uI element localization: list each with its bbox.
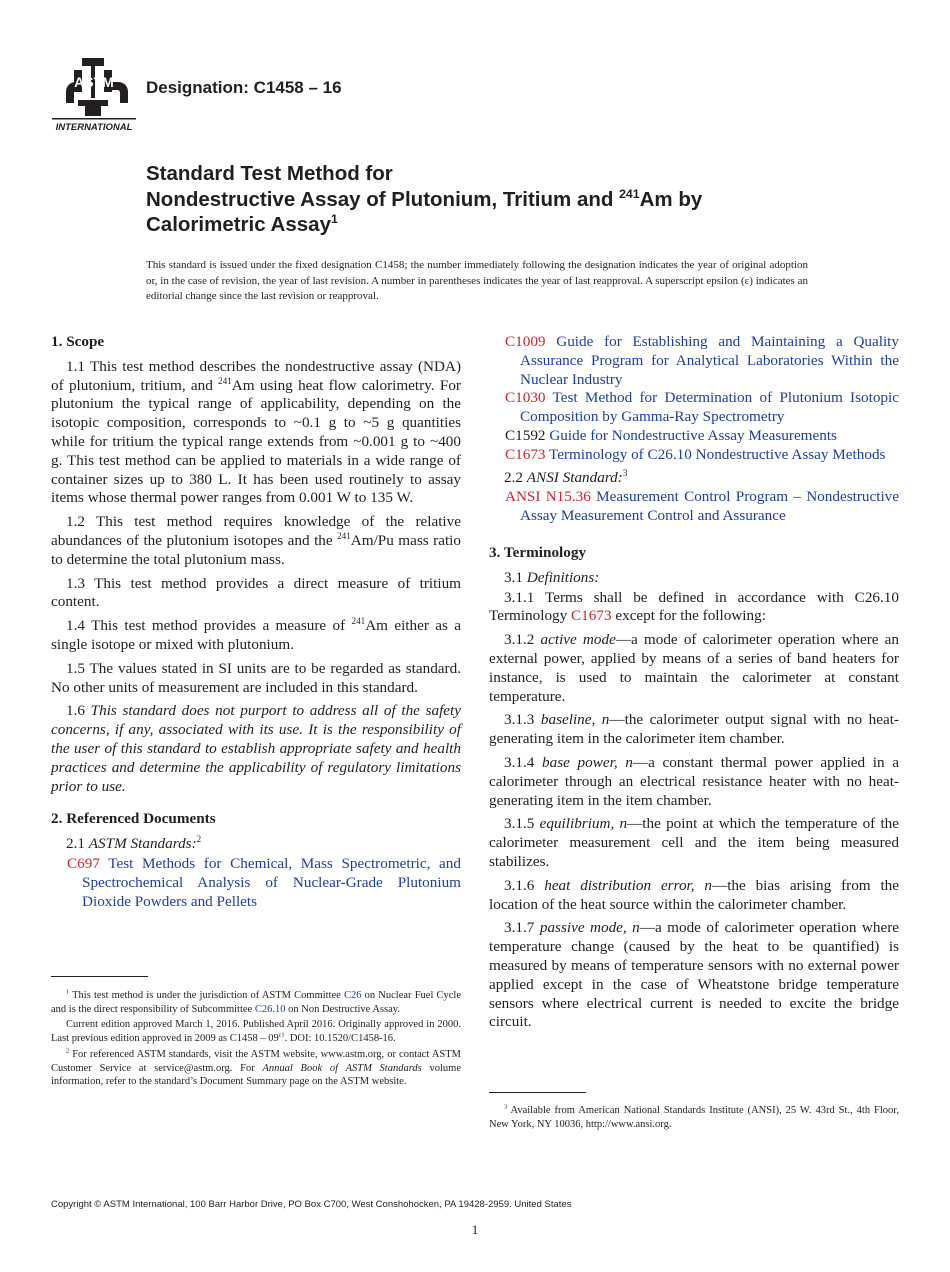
safety-caveat: This standard does not purport to address all of the safety concerns, if any, associated with its use. It is the responsibility of the user of this standard to establish appropriate safety and health practices and determine the applicability of regulatory limitations prior to use.: [51, 702, 462, 795]
ref-code: C1592: [505, 426, 546, 444]
footnote-3: [489, 1104, 899, 1131]
committee-link[interactable]: C26: [343, 990, 362, 1001]
subsection-number: 2.1: [66, 835, 89, 853]
logo-subtext: INTERNATIONAL: [55, 122, 133, 133]
paragraph-text: Am using heat flow calorimetry. For plutonium the typical range of applicability, depending on the isotopic composition, corresponds to ~0.1 g to ~5 g quantities while for tritium the typical range extends from ~0.001 g to ~400 g. This test method can be applied to materials in a wide range of container sizes up to 380 L. It has been used routinely to assay items whose thermal power ranges from 0.001 W to 135 W.: [51, 376, 461, 507]
defined-term: heat distribution error, n: [544, 876, 712, 894]
title-footnote-ref: 1: [330, 212, 338, 227]
reference-c697: [51, 855, 461, 911]
definition-3-1-3: [489, 711, 899, 749]
ref-code-link[interactable]: C1009: [505, 333, 546, 350]
subsection-label: ANSI Standard:: [526, 468, 623, 486]
issue-note: This standard is issued under the fixed designation C1458; the number immediately following the designation indicates the year of original adoption or, in the case of revision, the year of last revision. A number in parentheses indicates the year of last reapproval. A superscript epsilon (ε) indicates an editorial change since the last revision or reapproval.: [146, 259, 808, 302]
definition-text: —the point at which the temperature of the calorimeter measurement cell and the item being measured stabilizes.: [489, 815, 900, 870]
footnote-italic: Annual Book of ASTM Standards: [262, 1062, 422, 1074]
footnote-text: on Nuclear Fuel Cycle and is the direct responsibility of Subcommittee: [51, 990, 462, 1015]
definition-3-1-1: [489, 589, 899, 627]
definition-3-1-7: [489, 919, 899, 1032]
paragraph-1-5: 1.5 The values stated in SI units are to be regarded as standard. No other units of measurement are included in this standard.: [51, 659, 461, 696]
footnote-ref: 2: [196, 834, 202, 845]
footnote-text: Current edition approved March 1, 2016. Published April 2016. Originally approved in 2000. Last previous edition approved in 2009 as C1458 – 09: [51, 1019, 461, 1045]
ref-code-link[interactable]: ANSI N15.36: [505, 488, 591, 506]
footnote-divider: [51, 976, 148, 977]
subsection-number: 2.2: [504, 468, 527, 486]
title-line-2-text-b: Am by: [639, 187, 703, 211]
footnote-1-edition: [51, 1018, 461, 1045]
subsection-label: Definitions:: [526, 568, 600, 586]
paragraph-1-6: [51, 702, 461, 796]
ref-code-link[interactable]: C1673: [571, 607, 612, 625]
paragraph-text: 3.1.1 Terms shall be defined in accordance with C26.10 Terminology: [489, 588, 899, 625]
paragraph-1-2: [51, 513, 461, 569]
astm-logo: [52, 56, 136, 134]
definition-3-1-4: [489, 754, 899, 810]
ref-title-link[interactable]: Guide for Establishing and Maintaining a Quality Assurance Program for Analytical Laboratories Within the Nuclear Industry: [520, 333, 899, 388]
section-heading-scope: 1. Scope: [51, 333, 105, 350]
definition-text: —the calorimeter output signal with no heat-generating item in the calorimeter item chamber.: [489, 711, 899, 748]
footnote-text: . DOI: 10.1520/C1458-16.: [284, 1033, 396, 1045]
footnote-marker: 1: [66, 988, 70, 996]
footnote-text: For referenced ASTM standards, visit the ASTM website, www.astm.org, or contact ASTM Customer Service at service@astm.org. For: [51, 1048, 461, 1074]
paragraph-number: 3.1.2: [504, 631, 541, 649]
isotope-sup: 241: [218, 375, 232, 386]
paragraph-text: 1.1 This test method describes the nondestructive assay (NDA) of plutonium, tritium, and: [51, 357, 461, 394]
paragraph-1-1: [51, 358, 461, 508]
reference-c1592: [489, 427, 899, 446]
right-column: [489, 333, 899, 1037]
definition-text: —a mode of calorimeter operation where an external power, applied by means of a series of band heaters for instance, is used to maintain the calorimeter at constant temperature.: [489, 631, 900, 705]
title-line-2-sup: 241: [619, 186, 640, 201]
ref-title-link[interactable]: Guide for Nondestructive Assay Measurements: [549, 426, 837, 444]
ref-title-link[interactable]: Test Methods for Chemical, Mass Spectrometric, and Spectrochemical Analysis of Nuclear-Grade Plutonium Dioxide Powders and Pellets: [82, 854, 461, 910]
definition-3-1-2: [489, 631, 899, 706]
designation: Designation: C1458 – 16: [146, 78, 342, 97]
paragraph-number: 3.1.5: [504, 815, 540, 833]
reference-c1030: [489, 389, 899, 427]
isotope-sup: 241: [351, 616, 366, 627]
ref-title-link[interactable]: Measurement Control Program – Nondestructive Assay Measurement Control and Assurance: [520, 488, 899, 525]
section-heading-terminology: 3. Terminology: [489, 543, 587, 561]
footnote-text: This test method is under the jurisdiction of ASTM Committee: [69, 990, 344, 1001]
paragraph-number: 3.1.4: [504, 753, 543, 771]
subsection-astm-standards: [51, 835, 461, 854]
reference-c1009: [489, 333, 899, 389]
paragraph-text: 1.4 This test method provides a measure of: [66, 617, 352, 635]
defined-term: passive mode, n: [539, 919, 640, 937]
footnote-marker: 2: [66, 1047, 70, 1055]
defined-term: base power, n: [542, 753, 633, 771]
footnote-text: on Non Destructive Assay.: [285, 1003, 400, 1015]
logo-text: ASTM: [74, 74, 114, 90]
paragraph-text: except for the following:: [611, 607, 766, 625]
defined-term: equilibrium, n: [539, 815, 628, 833]
reference-ansi-n15-36: [489, 488, 899, 526]
copyright-notice: Copyright © ASTM International, 100 Barr Harbor Drive, PO Box C700, West Conshohocken, PA 19428-2959. United States: [51, 1199, 572, 1210]
definition-3-1-5: [489, 815, 899, 871]
subsection-ansi-standard: [489, 469, 899, 488]
subsection-label: ASTM Standards:: [88, 835, 197, 853]
subsection-number: 3.1: [504, 568, 527, 586]
ref-code-link[interactable]: C1673: [505, 445, 546, 463]
ref-code-link[interactable]: C1030: [505, 389, 546, 407]
paragraph-number: 3.1.7: [504, 919, 540, 937]
paragraph-1-3: 1.3 This test method provides a direct measure of tritium content.: [51, 574, 461, 611]
footnote-text: Available from American National Standards Institute (ANSI), 25 W. 43rd St., 4th Floor, New York, NY 10036, http://www.ansi.org.: [489, 1105, 899, 1130]
defined-term: active mode: [540, 631, 616, 649]
subcommittee-link[interactable]: C26.10: [254, 1003, 286, 1015]
ref-title-link[interactable]: Terminology of C26.10 Nondestructive Assay Methods: [549, 445, 886, 463]
paragraph-number: 3.1.6: [504, 876, 545, 894]
title-line-3-text: Calorimetric Assay: [146, 213, 331, 236]
footnotes-left: [51, 989, 461, 1091]
ref-code-link[interactable]: C697: [67, 854, 100, 872]
left-column: [51, 333, 461, 911]
astm-logo-mark: [52, 56, 136, 134]
paragraph-text: 1.2 This test method requires knowledge of the relative abundances of the plutonium isotopes and the: [51, 513, 461, 549]
footnote-divider: [489, 1092, 586, 1093]
subsection-definitions: [489, 569, 899, 588]
page-number: 1: [471, 1222, 479, 1237]
definition-text: —a mode of calorimeter operation where temperature change (caused by the heat to be quantified) is measured by means of temperature sensors with no external power applied except in the case of Wheatstone bridge temperature sensors where electrical current is needed to excite the bridge circuit.: [489, 919, 900, 1031]
epsilon-sup: ε1: [278, 1031, 285, 1039]
reference-c1673: [489, 446, 899, 465]
footnote-text: volume information, refer to the standard’s Document Summary page on the ASTM website.: [51, 1062, 461, 1088]
paragraph-text: Am either as a single isotope or mixed with plutonium.: [51, 617, 462, 653]
paragraph-1-4: [51, 617, 461, 655]
title-line-1: Standard Test Method for: [146, 162, 393, 185]
paragraph-number: 3.1.3: [504, 711, 541, 729]
paragraph-text: Am/Pu mass ratio to determine the total plutonium mass.: [51, 531, 461, 568]
footnote-2: [51, 1048, 461, 1089]
footnote-marker: 3: [504, 1103, 508, 1111]
definition-3-1-6: [489, 877, 899, 915]
definition-text: —the bias arising from the location of the heat source within the calorimeter chamber.: [489, 876, 899, 913]
footnotes-right: [489, 1104, 899, 1133]
footnote-1: [51, 989, 461, 1016]
title-line-2-text: Nondestructive Assay of Plutonium, Tritium and: [146, 187, 620, 211]
section-heading-referenced-documents: 2. Referenced Documents: [51, 810, 216, 828]
title-line-3: [146, 212, 846, 238]
definition-text: —a constant thermal power applied in a calorimeter through an electrical resistance heater with no heat-generating item in the item chamber.: [489, 753, 900, 809]
title-line-2: [146, 187, 846, 213]
defined-term: baseline, n: [540, 711, 610, 729]
footnote-ref: 3: [622, 467, 628, 478]
isotope-sup: 241: [337, 530, 351, 541]
ref-title-link[interactable]: Test Method for Determination of Plutonium Isotopic Composition by Gamma-Ray Spectrometry: [520, 389, 899, 426]
document-title: [146, 161, 846, 238]
paragraph-number: 1.6: [66, 702, 91, 720]
